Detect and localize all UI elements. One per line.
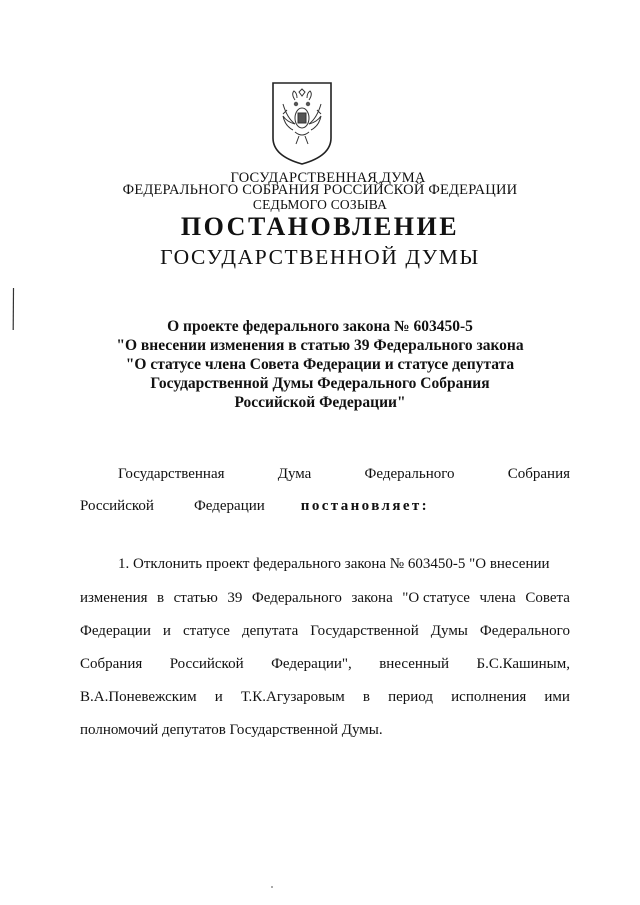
body-word: закона bbox=[351, 590, 393, 606]
body-text: 1. Отклонить проект федерального закона № 603450-5 "О внесении bbox=[118, 556, 550, 572]
body-line-3 bbox=[80, 623, 570, 640]
subject-line: О проекте федерального закона № 603450-5 bbox=[167, 318, 473, 335]
body-word: Б.С.Кашиным, bbox=[476, 656, 570, 672]
body-word: Совета bbox=[525, 590, 570, 606]
body-word: Государственной bbox=[310, 623, 419, 639]
body-line-5 bbox=[80, 689, 570, 706]
body-word: изменения bbox=[80, 590, 148, 606]
body-line-6 bbox=[80, 722, 570, 739]
document-title: ПОСТАНОВЛЕНИЕ bbox=[180, 212, 460, 241]
body-word: Федерации bbox=[80, 623, 151, 639]
body-line-2 bbox=[80, 590, 570, 607]
subject-line: "О статусе члена Совета Федерации и статусе депутата bbox=[125, 356, 515, 373]
body-word: Федерации", bbox=[271, 656, 352, 672]
preamble-word: Дума bbox=[277, 466, 312, 482]
body-word: исполнения bbox=[451, 689, 527, 705]
body-word: члена bbox=[479, 590, 516, 606]
body-word: Собрания bbox=[80, 656, 143, 672]
body-word: и bbox=[214, 689, 223, 705]
coat-of-arms-emblem bbox=[269, 80, 335, 166]
body-word: ими bbox=[544, 689, 570, 705]
preamble-word: Федерации bbox=[193, 498, 265, 514]
org-name-line-2: ФЕДЕРАЛЬНОГО СОБРАНИЯ РОССИЙСКОЙ ФЕДЕРАЦИИ bbox=[122, 182, 518, 198]
preamble-word: Федерального bbox=[364, 466, 455, 482]
preamble-word: Собрания bbox=[507, 466, 570, 482]
body-word: статусе bbox=[182, 623, 230, 639]
body-word: депутата bbox=[242, 623, 299, 639]
body-word: в bbox=[157, 590, 165, 606]
body-text: полномочий депутатов Государственной Думы. bbox=[80, 722, 383, 738]
convocation-line: СЕДЬМОГО СОЗЫВА bbox=[252, 197, 388, 212]
resolution-subject bbox=[0, 317, 640, 412]
subject-line: Российской Федерации" bbox=[234, 394, 406, 411]
body-word: В.А.Поневежским bbox=[80, 689, 197, 705]
body-word: внесенный bbox=[379, 656, 450, 672]
body-word: период bbox=[388, 689, 434, 705]
body-word: "О статусе bbox=[402, 590, 470, 606]
subject-line: Государственной Думы Федерального Собрания bbox=[150, 375, 490, 392]
body-word: Думы bbox=[430, 623, 468, 639]
body-word: статью bbox=[173, 590, 218, 606]
preamble-line-2 bbox=[80, 498, 442, 515]
body-word: 39 bbox=[227, 590, 243, 606]
body-line-4 bbox=[80, 656, 570, 673]
document-subtitle: ГОСУДАРСТВЕННОЙ ДУМЫ bbox=[160, 245, 480, 269]
scan-speck bbox=[271, 886, 273, 888]
decree-verb: постановляет: bbox=[300, 498, 430, 514]
preamble-word: Государственная bbox=[118, 466, 225, 482]
body-word: в bbox=[362, 689, 370, 705]
subject-line: "О внесении изменения в статью 39 Федерального закона bbox=[116, 337, 524, 354]
org-name-line-1: ГОСУДАРСТВЕННАЯ ДУМА bbox=[230, 170, 426, 186]
body-line-1 bbox=[118, 556, 570, 573]
body-word: Федерального bbox=[251, 590, 342, 606]
preamble-line-1 bbox=[118, 466, 570, 483]
preamble-word: Российской bbox=[80, 498, 154, 514]
body-word: и bbox=[162, 623, 171, 639]
body-word: Российской bbox=[169, 656, 244, 672]
body-word: Федерального bbox=[479, 623, 570, 639]
body-word: Т.К.Агузаровым bbox=[240, 689, 345, 705]
